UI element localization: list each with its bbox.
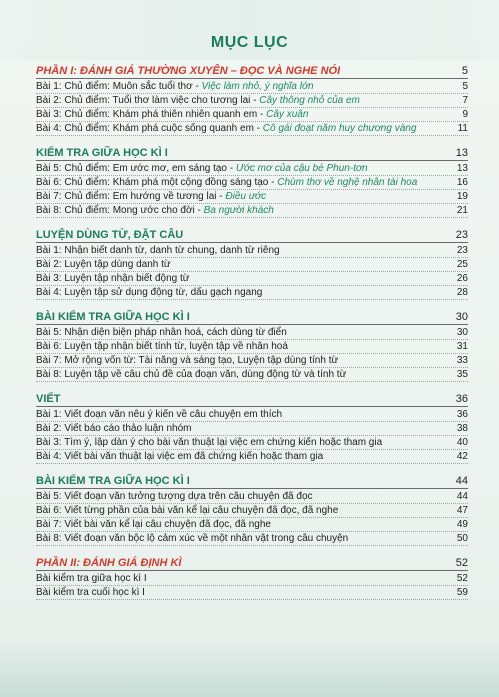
toc-entry[interactable] [36,422,468,436]
toc-entry[interactable] [36,490,468,504]
toc-entry-text [36,408,448,421]
toc-entry-page-number: 50 [456,533,468,544]
page-title: MỤC LỤC [210,34,289,51]
section-page-number: 30 [455,311,468,323]
toc-entry[interactable] [36,122,468,136]
toc-entry-text [36,450,448,463]
toc-entry-page-number: 9 [462,109,468,120]
section-page-number: 52 [455,557,468,569]
toc-entry-page-number: 44 [456,491,468,502]
toc-entry-title: Bài 7: Mở rộng vốn từ: Tài năng và sáng tạo, Luyện tập dùng tính từ [36,355,339,366]
toc-entry-page-number: 25 [456,259,468,270]
toc-entry[interactable] [36,326,468,340]
toc-entry-text [36,286,448,299]
section-heading[interactable] [36,146,468,160]
toc-entry-page-number: 16 [456,177,468,188]
section-gap [36,464,468,474]
section-page-number: 36 [455,393,468,405]
toc-entry-title: Bài 3: Luyện tập nhận biết động từ [36,273,190,284]
toc-entry[interactable] [36,518,468,532]
section-divider [36,406,468,407]
toc-entry-title: Bài 8: Chủ điểm: Mong ước cho đời - [36,205,204,216]
toc-entry-reading-title: Cây xuân [266,109,309,120]
section-divider [36,160,468,161]
section-heading[interactable] [36,556,468,570]
toc-entry-title: Bài 6: Chủ điểm: Khám phá một cộng đồng sáng tạo - [36,177,278,188]
toc-entry-reading-title: Chùm thơ về nghệ nhân tài hoa [277,177,418,188]
toc-entry-text [36,94,448,107]
toc-entry-page-number: 59 [456,587,468,598]
toc-entry-text [36,436,448,449]
toc-entry-text [36,204,448,217]
toc-entry-title: Bài 6: Viết từng phần của bài văn kể lại câu chuyện đã đọc, đã nghe [36,505,339,516]
section-heading-label: KIỂM TRA GIỮA HỌC KÌ I [36,147,168,159]
toc-entry[interactable] [36,94,468,108]
toc-entry-text [36,422,448,435]
toc-entry-title: Bài 7: Chủ điểm: Em hướng về tương lai - [36,191,226,202]
toc-entry-text [36,108,448,121]
toc-entry-title: Bài 4: Luyện tập sử dụng động từ, dấu gạch ngang [36,287,263,298]
toc-entry[interactable] [36,504,468,518]
toc-entry[interactable] [36,368,468,382]
section-page-number: 44 [455,475,468,487]
toc-entry-reading-title: Ba người khách [203,205,274,216]
toc-entry-text [36,258,448,271]
toc-entry[interactable] [36,586,468,600]
toc-entry-text [36,490,448,503]
toc-entry-text [36,532,448,545]
toc-entry-text [36,272,448,285]
toc-entry-page-number: 19 [456,191,468,202]
toc-entry[interactable] [36,204,468,218]
toc-entry-page-number: 21 [456,205,468,216]
toc-entry-text [36,176,448,189]
toc-entry-page-number: 11 [457,123,468,134]
section-divider [36,570,468,571]
toc-entry[interactable] [36,80,468,94]
toc-entry-text [36,586,448,599]
section-divider [36,242,468,243]
section-heading[interactable] [36,392,468,406]
toc-entry[interactable] [36,436,468,450]
section-gap [36,300,468,310]
toc-entry-title: Bài 2: Viết báo cáo thảo luận nhóm [36,423,192,434]
toc-entry[interactable] [36,354,468,368]
toc-entry[interactable] [36,572,468,586]
toc-entry-title: Bài 3: Chủ điểm: Khám phá thiên nhiên quanh em - [36,109,267,120]
section-gap [36,382,468,392]
toc-entry-page-number: 28 [456,287,468,298]
toc-entry-title: Bài kiểm tra cuối học kì I [36,587,145,598]
section-heading-label: VIẾT [36,393,61,405]
toc-entry-text [36,80,448,93]
toc-entry-page-number: 23 [456,245,468,256]
toc-entry-text [36,354,448,367]
toc-entry-title: Bài 1: Chủ điểm: Muôn sắc tuổi thơ - [36,81,202,92]
table-of-contents [36,64,468,600]
toc-entry[interactable] [36,108,468,122]
toc-entry-page-number: 5 [462,81,468,92]
toc-entry-page-number: 52 [456,573,468,584]
toc-entry-title: Bài kiểm tra giữa học kì I [36,573,147,584]
toc-entry[interactable] [36,176,468,190]
section-page-number: 5 [461,65,468,77]
toc-entry-text [36,518,448,531]
toc-entry-reading-title: Cô gái đoạt năm huy chương vàng [262,123,417,134]
section-page-number: 23 [455,229,468,241]
toc-entry-reading-title: Việc làm nhỏ, ý nghĩa lớn [201,81,314,92]
section-heading-label: BÀI KIỂM TRA GIỮA HỌC KÌ I [36,311,190,323]
section-divider [36,488,468,489]
toc-entry-text [36,122,448,135]
toc-entry[interactable] [36,532,468,546]
toc-entry-page-number: 31 [456,341,468,352]
toc-entry-page-number: 7 [462,95,468,106]
section-heading[interactable] [36,474,468,488]
toc-entry-title: Bài 8: Luyện tập về câu chủ đề của đoạn văn, dùng động từ và tính từ [36,369,347,380]
toc-entry-title: Bài 8: Viết đoạn văn bộc lộ cảm xúc về một nhân vật trong câu chuyện [36,533,349,544]
toc-entry-title: Bài 3: Tìm ý, lập dàn ý cho bài văn thuật lại việc em chứng kiến hoặc tham gia [36,437,383,448]
toc-entry-title: Bài 4: Viết bài văn thuật lại việc em đã chứng kiến hoặc tham gia [36,451,324,462]
toc-entry-title: Bài 4: Chủ điểm: Khám phá cuộc sống quanh em - [36,123,263,134]
toc-entry-title: Bài 1: Nhận biết danh từ, danh từ chung, danh từ riêng [36,245,280,256]
toc-entry-reading-title: Ước mơ của cậu bé Phun-tơn [235,163,368,174]
toc-entry-page-number: 33 [456,355,468,366]
section-heading-label: LUYỆN DÙNG TỪ, ĐẶT CÂU [36,229,184,241]
toc-entry-title: Bài 2: Chủ điểm: Tuổi thơ làm việc cho tương lai - [36,95,260,106]
toc-entry-page-number: 40 [456,437,468,448]
toc-entry-page-number: 47 [456,505,468,516]
section-heading[interactable] [36,228,468,242]
toc-entry-title: Bài 6: Luyện tập nhận biết tính từ, luyện tập về nhân hoá [36,341,288,352]
toc-entry-page-number: 30 [456,327,468,338]
toc-entry-text [36,504,448,517]
toc-entry-page-number: 35 [456,369,468,380]
toc-entry-title: Bài 5: Chủ điểm: Em ước mơ, em sáng tạo - [36,163,236,174]
section-page-number: 13 [455,147,468,159]
section-divider [36,78,468,79]
toc-entry-text [36,162,448,175]
section-heading-label: BÀI KIỂM TRA GIỮA HỌC KÌ I [36,475,190,487]
toc-entry[interactable] [36,408,468,422]
toc-entry-page-number: 26 [456,273,468,284]
decorative-footer-band [0,637,499,697]
toc-entry-title: Bài 5: Nhận diện biện pháp nhân hoá, cách dùng từ điển [36,327,287,338]
toc-entry-text [36,368,448,381]
section-heading[interactable] [36,64,468,78]
toc-entry-title: Bài 2: Luyện tập dùng danh từ [36,259,171,270]
toc-entry-text [36,572,448,585]
toc-entry-page-number: 36 [456,409,468,420]
toc-entry[interactable] [36,190,468,204]
section-heading-label: PHẦN I: ĐÁNH GIÁ THƯỜNG XUYÊN – ĐỌC VÀ NGHE NÓI [36,65,341,77]
toc-entry-page-number: 13 [456,163,468,174]
toc-entry[interactable] [36,340,468,354]
toc-entry-text [36,340,448,353]
toc-entry[interactable] [36,286,468,300]
toc-entry[interactable] [36,450,468,464]
toc-entry-page-number: 42 [456,451,468,462]
toc-entry-reading-title: Cây thông nhỏ của em [259,95,360,106]
toc-entry-page-number: 49 [456,519,468,530]
section-heading[interactable] [36,310,468,324]
toc-entry-title: Bài 5: Viết đoạn văn tưởng tượng dựa trên câu chuyện đã đọc [36,491,313,502]
section-divider [36,324,468,325]
toc-entry[interactable] [36,162,468,176]
toc-entry-text [36,244,448,257]
section-heading-label: PHẦN II: ĐÁNH GIÁ ĐỊNH KÌ [36,557,182,569]
toc-entry-title: Bài 7: Viết bài văn kể lại câu chuyện đã đọc, đã nghe [36,519,271,530]
section-gap [36,218,468,228]
section-gap [36,136,468,146]
toc-entry-text [36,326,448,339]
toc-entry[interactable] [36,258,468,272]
toc-entry-reading-title: Điều ước [225,191,267,202]
toc-entry-text [36,190,448,203]
toc-entry-title: Bài 1: Viết đoạn văn nêu ý kiến về câu chuyện em thích [36,409,283,420]
toc-entry[interactable] [36,272,468,286]
section-gap [36,546,468,556]
toc-entry[interactable] [36,244,468,258]
toc-entry-page-number: 38 [456,423,468,434]
